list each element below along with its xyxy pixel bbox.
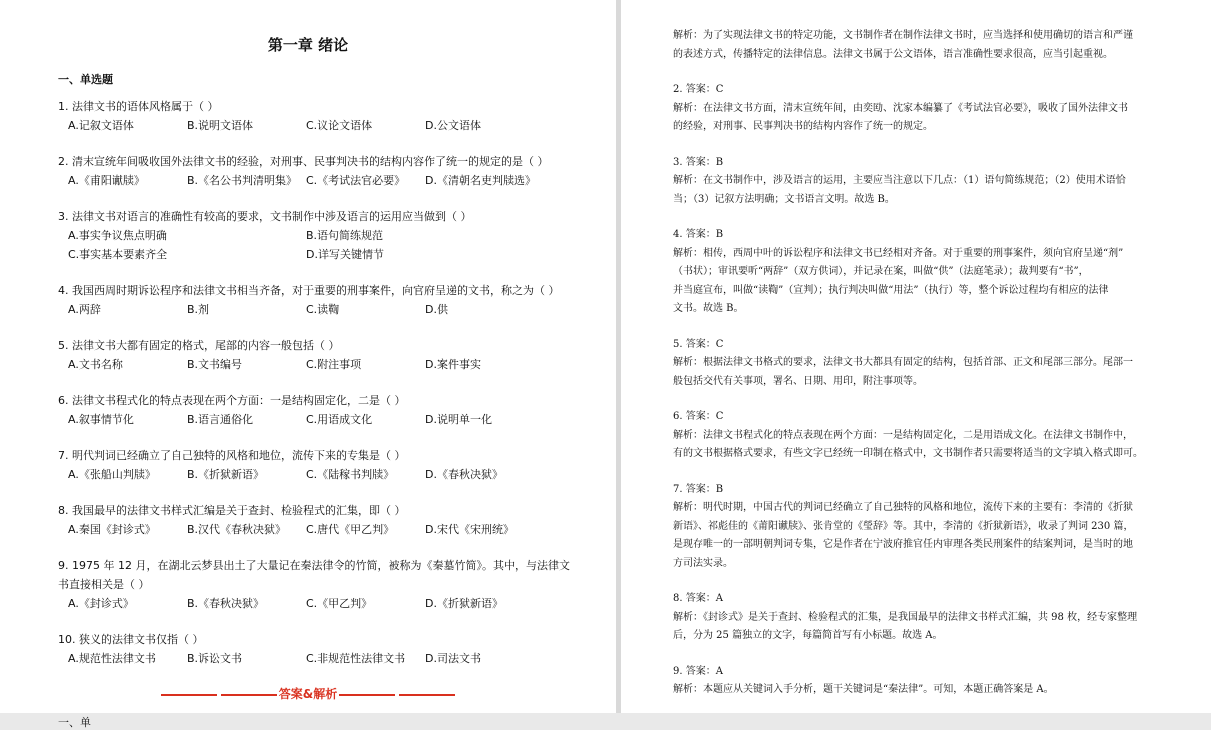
question-item	[58, 207, 616, 264]
options-row	[58, 300, 616, 319]
explanation-line: 的经验，对刑事、民事判决书的结构内容作了统一的规定。	[673, 121, 933, 132]
explanation-line: 有的文书根据格式要求，有些文字已经统一印制在格式中，文书制作者只需要将适当的文字填入格式即可。	[673, 448, 1143, 459]
answer-block	[673, 64, 1183, 137]
page-right	[621, 0, 1211, 713]
option: C.《甲乙判》	[306, 597, 373, 610]
options-row	[58, 594, 616, 613]
options-row	[58, 465, 616, 484]
options-row	[58, 116, 616, 135]
option: C.《考试法官必要》	[306, 174, 406, 187]
answer-block	[673, 464, 1183, 574]
answer-block	[673, 646, 1183, 700]
answer-block	[673, 319, 1183, 392]
answer-block	[673, 573, 1183, 646]
question-item	[58, 501, 616, 539]
option: D.《折狱新语》	[425, 597, 503, 610]
answer-label: 6. 答案：C	[673, 411, 724, 422]
explanation-line: 后，分为 25 篇独立的文字，每篇简首写有小标题。故选 A。	[673, 630, 943, 641]
explanation-line: 当；（3）记叙方法明确；文书语言文明。故选 B。	[673, 193, 895, 205]
question-stem: 6. 法律文书程式化的特点表现在两个方面：一是结构固定化，二是（ ）	[58, 394, 406, 407]
option: B.剂	[187, 303, 210, 316]
option: A.规范性法律文书	[68, 652, 156, 665]
options-row	[58, 355, 616, 374]
option: D.《清朝名吏判牍选》	[425, 174, 536, 187]
spacer	[673, 64, 1183, 81]
explanation-line: 方司法实录。	[673, 557, 733, 569]
option: C.《陆稼书判牍》	[306, 468, 395, 481]
cut-off-text: 一、单	[58, 716, 91, 729]
question-stem: 2. 清末宣统年间吸收国外法律文书的经验，对刑事、民事判决书的结构内容作了统一的规定的是（ ）	[58, 155, 549, 168]
option: D.司法文书	[425, 652, 481, 665]
answer-label: 8. 答案：A	[673, 593, 723, 604]
explanation-line: 解析：法律文书程式化的特点表现在两个方面：一是结构固定化，二是用语成文化。在法律文书制作中，	[673, 429, 1133, 441]
option: A.文书名称	[68, 358, 123, 371]
explanation-line: 解析：在法律文书方面，清末宣统年间，由奕劻、沈家本编纂了《考试法官必要》，吸收了国外法律文书	[673, 102, 1128, 114]
explanation-line: 般包括交代有关事项，署名、日期、用印，附注事项等。	[673, 375, 923, 387]
explanation-line: 解析：《封诊式》是关于查封、检验程式的汇集，是我国最早的法律文书样式汇编，共 98 枚，经专家整理	[673, 611, 1138, 623]
question-item	[58, 336, 616, 374]
question-stem: 5. 法律文书大都有固定的格式，尾部的内容一般包括（ ）	[58, 339, 340, 352]
question-stem: 7. 明代判词已经确立了自己独特的风格和地位，流传下来的专集是（ ）	[58, 449, 406, 462]
explanation-line: 并当庭宣布，叫做“读鞫”（宣判）；执行判决叫做“用法”（执行）等，整个诉讼过程均有相应的法律	[673, 284, 1109, 296]
option: B.诉讼文书	[187, 652, 243, 665]
answer-label: 2. 答案：C	[673, 84, 724, 95]
question-stem: 3. 法律文书对语言的准确性有较高的要求，文书制作中涉及语言的运用应当做到（ ）	[58, 210, 472, 223]
option: D.详写关键情节	[306, 248, 384, 261]
option: A.两辞	[68, 303, 101, 316]
question-item	[58, 281, 616, 319]
option: A.记叙文语体	[68, 119, 134, 132]
divider-line	[399, 694, 455, 696]
question-item	[58, 152, 616, 190]
answer-block	[673, 27, 1183, 64]
question-stem: 10. 狭义的法律文书仅指（ ）	[58, 633, 204, 646]
option: D.供	[425, 303, 448, 316]
option: B.说明文语体	[187, 119, 254, 132]
option: A.《封诊式》	[68, 597, 134, 610]
option: B.汉代《春秋决狱》	[187, 523, 287, 536]
answer-block	[673, 137, 1183, 210]
option: B.《春秋决狱》	[187, 597, 265, 610]
spacer	[673, 391, 1183, 408]
answer-list	[673, 27, 1183, 700]
question-item	[58, 97, 616, 135]
explanation-line: 解析：在文书制作中，涉及语言的运用，主要应当注意以下几点：（1）语句简练规范；（2）使用术语恰	[673, 175, 1126, 186]
divider-line	[161, 694, 217, 696]
question-stem: 9. 1975 年 12 月，在湖北云梦县出土了大量记在秦法律令的竹简，被称为《秦墓竹简》。其中，与法律文	[58, 559, 570, 572]
spacer	[673, 464, 1183, 481]
option: A.《张船山判牍》	[68, 468, 156, 481]
answer-label: 4. 答案：B	[673, 229, 724, 240]
options-row	[58, 410, 616, 429]
option: D.《春秋决狱》	[425, 468, 503, 481]
explanation-line: 解析：根据法律文书格式的要求，法律文书大都具有固定的结构，包括首部、正文和尾部三部分。尾部一	[673, 357, 1133, 368]
spacer	[673, 319, 1183, 336]
option: D.说明单一化	[425, 413, 492, 426]
answer-label: 3. 答案：B	[673, 156, 724, 168]
question-stem-cont: 书直接相关是（ ）	[58, 578, 150, 591]
spacer	[673, 646, 1183, 663]
answer-block	[673, 391, 1183, 464]
question-item	[58, 391, 616, 429]
option: C.非规范性法律文书	[306, 652, 406, 665]
options-row	[58, 520, 616, 539]
option: A.叙事情节化	[68, 413, 134, 426]
option: B.语句简练规范	[306, 229, 384, 242]
option: C.附注事项	[306, 358, 362, 371]
question-stem: 8. 我国最早的法律文书样式汇编是关于查封、检验程式的汇集，即（ ）	[58, 504, 406, 517]
options-row	[58, 226, 616, 245]
answer-block	[673, 209, 1183, 319]
question-item	[58, 446, 616, 484]
explanation-line: 解析：为了实现法律文书的特定功能，文书制作者在制作法律文书时，应当选择和使用确切的语言和严谨	[673, 30, 1133, 41]
answers-heading	[58, 685, 558, 702]
spacer	[673, 209, 1183, 226]
explanation-line: 解析：本题应从关键词入手分析，题干关键词是“秦法律”。可知，本题正确答案是 A。	[673, 684, 1054, 695]
question-item	[58, 630, 616, 668]
question-stem: 4. 我国西周时期诉讼程序和法律文书相当齐备，对于重要的刑事案件，向官府呈递的文书，称之为（ ）	[58, 284, 560, 297]
explanation-line: 的表述方式，传播特定的法律信息。法律文书属于公文语体，语言准确性要求很高，应当引起重视。	[673, 48, 1113, 60]
divider-line	[339, 694, 395, 696]
divider-line	[221, 694, 277, 696]
answer-label: 7. 答案：B	[673, 483, 724, 495]
section-heading: 一、单选题	[58, 73, 113, 86]
question-stem: 1. 法律文书的语体风格属于（ ）	[58, 100, 219, 113]
explanation-line: 解析：明代时期，中国古代的判词已经确立了自己独特的风格和地位，流传下来的主要有：李清的《折狱	[673, 502, 1133, 513]
option: C.唐代《甲乙判》	[306, 523, 395, 536]
question-list	[58, 97, 616, 668]
option: B.《名公书判清明集》	[187, 174, 298, 187]
spacer	[673, 573, 1183, 590]
explanation-line: 是现存唯一的一部明朝判词专集，它是作者在宁波府推官任内审理各类民刑案件的结案判词，是当时的地	[673, 539, 1133, 550]
question-item	[58, 556, 616, 613]
option: C.用语成文化	[306, 413, 373, 426]
option: B.《折狱新语》	[187, 468, 265, 481]
option: A.《甫阳谳牍》	[68, 174, 145, 187]
chapter-title: 第一章 绪论	[267, 36, 349, 54]
explanation-line: 新语》、祁彪佳的《莆阳谳牍》、张肯堂的《瑩辞》等。其中，李清的《折狱新语》，收录了判词 230 篇，	[673, 520, 1134, 532]
option: D.案件事实	[425, 358, 481, 371]
options-row	[58, 171, 616, 190]
option: C.议论文语体	[306, 119, 373, 132]
option: D.宋代《宋刑统》	[425, 523, 514, 536]
option: A.秦国《封诊式》	[68, 523, 156, 536]
options-row	[58, 245, 616, 264]
explanation-line: 解析：相传，西周中叶的诉讼程序和法律文书已经相对齐备。对于重要的刑事案件，须向官府呈递“剂”	[673, 247, 1124, 259]
answer-label: 5. 答案：C	[673, 338, 724, 350]
answer-label: 9. 答案：A	[673, 665, 723, 677]
explanation-line: 文书。故选 B。	[673, 303, 744, 314]
answers-heading-text: 答案&解析	[278, 687, 338, 701]
spacer	[673, 137, 1183, 154]
explanation-line: （书状）；审讯要听“两辞”（双方供词），并记录在案，叫做“供”（法庭笔录）；裁判要有“书”，	[673, 266, 1089, 277]
option: A.事实争议焦点明确	[68, 229, 167, 242]
options-row	[58, 649, 616, 668]
option: D.公文语体	[425, 119, 481, 132]
option: B.文书编号	[187, 358, 243, 371]
option: B.语言通俗化	[187, 413, 254, 426]
option: C.读鞫	[306, 303, 340, 316]
option: C.事实基本要素齐全	[68, 248, 168, 261]
